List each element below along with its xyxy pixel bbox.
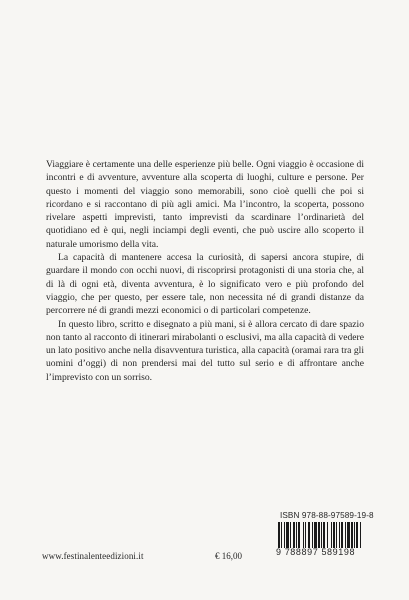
publisher-website: www.festinalenteedizioni.it [42,551,144,561]
blurb-paragraph-1: Viaggiare è certamente una delle esperienze più belle. Ogni viaggio è occasione di incontri e di avventure, avventure alla scoperta di luoghi, culture e persone. Per questo i momenti del viaggio sono memorabili, sono cioè quelli che poi si ricordano e si raccontano di più agli amici. Ma l’incontro, la scoperta, possono rivelare aspetti imprevisti, tanto imprevisti da scardinare l’ordinarietà del quotidiano ed è qui, negli inciampi degli eventi, che può uscire allo scoperto il naturale umorismo della vita. [46,159,364,250]
blurb-paragraph-3: In questo libro, scritto e disegnato a più mani, si è allora cercato di dare spazio non tanto al racconto di itinerari mirabolanti o esclusivi, ma alla capacità di vedere un lato positivo anche nella disavventura turistica, alla capacità (oramai rara tra gli uomini d’oggi) di non prendersi mai del tutto sul serio e di affrontare anche l’imprevisto con un sorriso. [46,318,364,383]
barcode-icon [276,522,372,548]
isbn-barcode-block [276,511,372,557]
barcode-digits: 9 788897 589198 [276,547,356,557]
blurb-paragraph-2: La capacità di mantenere accesa la curiosità, di sapersi ancora stupire, di guardare il mondo con occhi nuovi, di riscoprirsi protagonisti di una storia che, al di là di ogni età, diventa avventura, è lo significato vero e più profondo del viaggio, che per questo, per essere tale, non necessita né di grandi distanze da percorrere né di grandi mezzi economici o di particolari competenze. [46,252,364,317]
price-label: € 16,00 [215,551,242,561]
blurb-text [46,158,364,384]
isbn-label: ISBN 978-88-97589-19-8 [280,511,374,520]
